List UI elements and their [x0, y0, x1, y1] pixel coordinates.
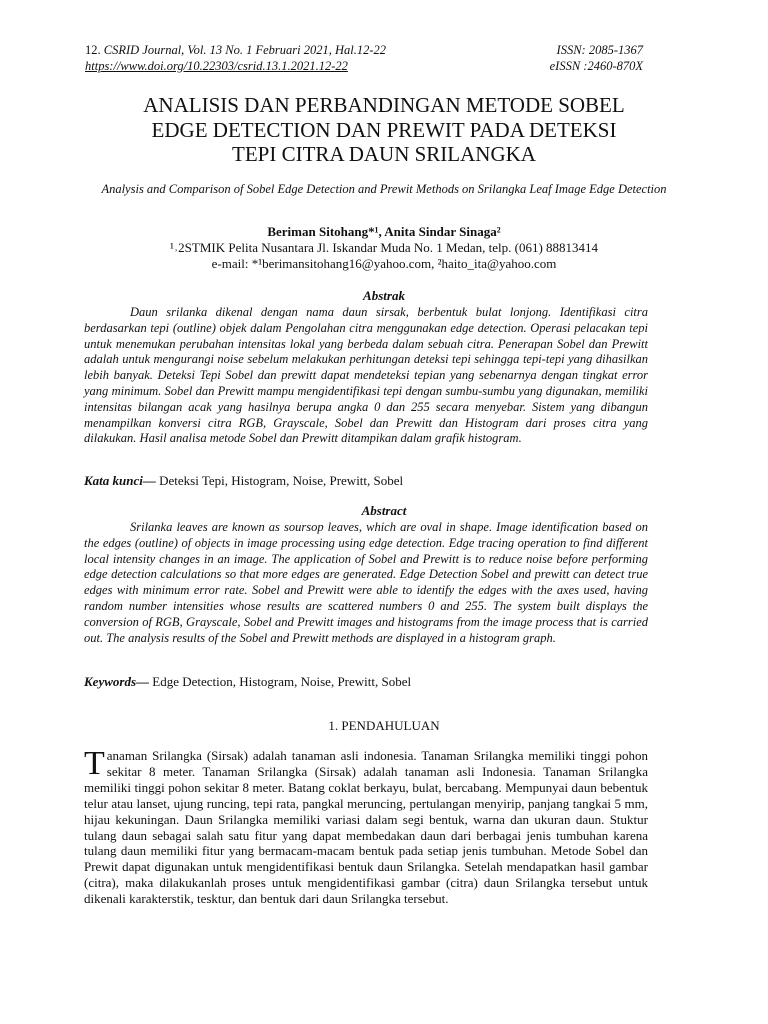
- keywords-label: Keywords—: [84, 674, 149, 689]
- keywords-text: Edge Detection, Histogram, Noise, Prewitt, Sobel: [149, 674, 412, 689]
- author-names: Beriman Sitohang*¹, Anita Sindar Sinaga²: [267, 224, 501, 239]
- doi-link[interactable]: https://www.doi.org/10.22303/csrid.13.1.2021.12-22: [85, 59, 348, 73]
- keywords: [84, 674, 648, 690]
- section-heading: 1. PENDAHULUAN: [328, 718, 440, 733]
- abstrak-text: Daun srilanka dikenal dengan nama daun sirsak, berbentuk bulat lonjong. Identifikasi citra berdasarkan tepi (outline) objek dalam Pengolahan citra menggunakan edge detection. Operasi pelacakan tepi untuk menemukan perubahan intensitas lokal yang berbeda dalam sebuah citra. Penerapan Sobel dan Prewitt adalah untuk mengurangi noise sebelum melakukan perhitungan deteksi tepi sehingga tepi-tepi yang dihasilkan lebih banyak. Deteksi Tepi Sobel dan prewitt dapat mendeteksi tepian yang sebenarnya dengan tingkat error yang minimum. Sobel dan Prewitt mampu mengidentifikasi tepi dengan sumbu-sumbu yang digunakan, memiliki intensitas bilangan acak yang hasilnya berupa angka 0 dan 255 secara menyebar. Sistem yang dibangun menampilkan konversi citra RGB, Grayscale, Sobel dan Prewitt dan Histogram dari proses citra yang dilakukan. Hasil analisa metode Sobel dan Prewitt ditampikan dalam grafik histogram.: [84, 305, 648, 446]
- introduction-paragraph: [84, 745, 648, 907]
- paper-title-line2: EDGE DETECTION DAN PREWIT PADA DETEKSI: [151, 117, 617, 142]
- author-email: e-mail: *¹berimansitohang16@yahoo.com, ²haito_ita@yahoo.com: [211, 256, 557, 271]
- kata-kunci: [84, 473, 648, 489]
- abstract-heading: Abstract: [361, 503, 407, 518]
- paper-title-line3: TEPI CITRA DAUN SRILANGKA: [232, 142, 536, 166]
- abstract-text: Srilanka leaves are known as soursop leaves, which are oval in shape. Image identification based on the edges (outline) of objects in image processing using edge detection. Edge tracing operation to find different local intensity changes in an image. The application of Sobel and Prewitt is to reduce noise before performing edge detection calculations so that more edges are generated. Edge Detection Sobel and prewitt can detect true edges with minimum error rate. Sobel and Prewitt were able to identify the edges with the axes used, having random number intensities whose results are scattered numbers 0 and 255. The system built displays the conversion of RGB, Grayscale, Sobel and Prewitt images and histograms from the image process that is carried out. The analysis results of the Sobel and Prewitt methods are displayed in a histogram graph.: [84, 520, 648, 645]
- paper-title: [80, 93, 688, 167]
- issn: ISSN: 2085-1367: [556, 43, 643, 57]
- kata-kunci-text: Deteksi Tepi, Histogram, Noise, Prewitt, Sobel: [155, 473, 404, 488]
- journal-citation: [85, 42, 386, 58]
- kata-kunci-label: Kata kunci—: [84, 473, 156, 488]
- author-block: [84, 224, 684, 272]
- introduction-text: anaman Srilangka (Sirsak) adalah tanaman asli indonesia. Tanaman Srilangka memiliki tinggi pohon sekitar 8 meter. Tanaman Srilangka (Sirsak) adalah tanaman asli Indonesia. Tanaman Srilangka memiliki tinggi pohon sekitar 8 meter. Batang coklat berkayu, bulat, bercabang. Mempunyai daun bebentuk telur atau lanset, ujung runcing, tepi rata, pangkal meruncing, pertulangan menyirip, panjang tangkai 5 mm, hijau kekuningan. Daun Srilangka memiliki variasi dalam segi bentuk, warna dan ukuran daun. Stuktur tulang daun sebagai salah satu fitur yang dapat membedakan daun dari berbagai jenis tumbuhan karena tulang daun memiliki fitur yang bermacam-macam bentuk pada setiap jenis tumbuhan. Metode Sobel dan Prewit dapat digunakan untuk mengidentifikasi bentuk daun Srilangka. Setelah mendapatkan hasil gambar (citra), maka dilakukanlah proses untuk mengidentifikasi gambar (citra) daun Srilangka tersebut untuk dikenali karakterstik, tesktur, dan bentuk dari daun Srilangka tersebut.: [84, 748, 648, 907]
- drop-cap: T: [84, 745, 105, 782]
- journal-name: CSRID Journal, Vol. 13 No. 1 Februari 2021, Hal.12-22: [103, 43, 387, 57]
- page-number: 12.: [85, 43, 101, 57]
- abstrak-heading: Abstrak: [363, 288, 405, 303]
- english-title: Analysis and Comparison of Sobel Edge Detection and Prewit Methods on Srilangka Leaf Image Edge Detection: [101, 182, 667, 196]
- author-affiliation: ¹˒2STMIK Pelita Nusantara Jl. Iskandar Muda No. 1 Medan, telp. (061) 88813414: [169, 240, 599, 255]
- paper-title-line1: ANALISIS DAN PERBANDINGAN METODE SOBEL: [143, 93, 625, 117]
- eissn: eISSN :2460-870X: [549, 59, 643, 73]
